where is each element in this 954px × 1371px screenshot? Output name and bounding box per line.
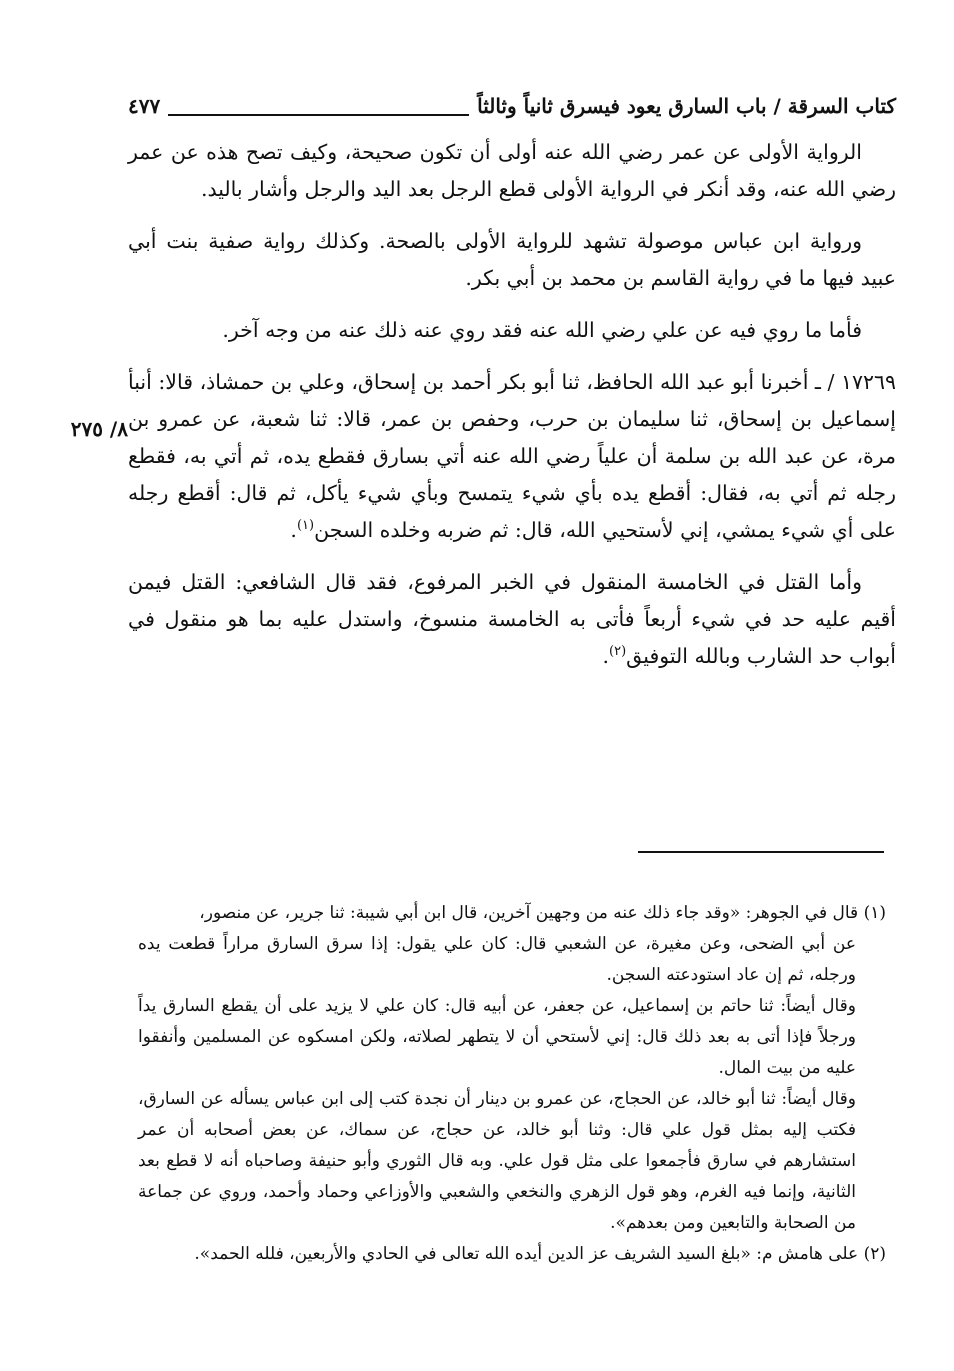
footnote-1-line-1: (١) قال في الجوهر: «وقد جاء ذلك عنه من وجهين آخرين، قال ابن أبي شيبة: ثنا جرير، عن منصور، [199,903,886,923]
paragraph-1: الرواية الأولى عن عمر رضي الله عنه أولى أن تكون صحيحة، وكيف تصح هذه عن عمر رضي الله عنه، وقد أنكر في الرواية الأولى قطع الرجل بعد اليد والرجل وأشار باليد. [128,140,896,201]
footnote-separator [638,851,884,853]
footnote-1-part-3: وقال أيضاً: ثنا حاتم بن إسماعيل، عن جعفر، عن أبيه قال: كان علي لا يزيد على أن يقطع السارق يداً ورجلاً فإذا أتى به بعد ذلك قال: إني لأستحي أن لا يتطهر لصلاته، ولكن امسكوه عن المسلمين وأنفقوا عليه من بيت المال. [138,996,856,1078]
running-header [128,86,896,126]
hadith-paragraph: ١٧٢٦٩ / ـ أخبرنا أبو عبد الله الحافظ، ثنا أبو بكر أحمد بن إسحاق، وعلي بن حمشاذ، قالا: أنبأ إسماعيل بن إسحاق، ثنا سليمان بن حرب، وحفص بن عمر، قالا: ثنا شعبة، عن عمرو بن مرة، عن عبد الله بن سلمة أن علياً رضي الله عنه أتي بسارق فقطع يده، ثم أتي به، فقطع رجله ثم أتي به، فقال: أقطع يده بأي شيء يتمسح وبأي شيء يأكل، ثم قال: أقطع رجله على أي شيء يمشي، إني لأستحيي الله، قال: ثم ضربه وخلده السجن$^{(١)}$. [128,370,896,542]
footnote-marker-1: (١) [296,518,315,534]
paragraph-2: ورواية ابن عباس موصولة تشهد للرواية الأولى بالصحة. وكذلك رواية صفية بنت أبي عبيد فيها ما في رواية القاسم بن محمد بن أبي بكر. [128,229,896,290]
header-rule [168,114,469,116]
footnote-1-part-2: عن أبي الضحى، وعن مغيرة، عن الشعبي قال: كان علي يقول: إذا سرق السارق مراراً قطعت يده ورجله، ثم إن عاد استودعته السجن. [138,934,856,985]
paragraph-3: فأما ما روي فيه عن علي رضي الله عنه فقد روي عنه ذلك عنه من وجه آخر. [222,318,862,342]
footnote-1-part-4: وقال أيضاً: ثنا أبو خالد، عن الحجاج، عن عمرو بن دينار أن نجدة كتب إلى ابن عباس يسأله عن السارق، فكتب إليه بمثل قول علي قال: وثنا أبو خالد، عن حجاج، عن سماك، عن بعض أصحابه أن عمر استشارهم في سارق فأجمعوا على مثل قول علي. وبه قال الثوري وأبو حنيفة وصاحباه أنه لا قطع بعد الثانية، وإنما فيه الغرم، وهو قول الزهري والنخعي والشعبي والأوزاعي وحماد وأحمد، وروي عن جماعة من الصحابة والتابعين ومن بعدهم». [138,1089,856,1233]
footnotes [138,898,886,1270]
paragraph-5-text: وأما القتل في الخامسة المنقول في الخبر المرفوع، فقد قال الشافعي: القتل فيمن أقيم عليه حد في شيء أربعاً فأتى به الخامسة منسوخ، واستدل عليه بما هو منقول في أبواب حد الشارب وبالله التوفيق [128,570,896,668]
paragraph-5: وأما القتل في الخامسة المنقول في الخبر المرفوع، فقد قال الشافعي: القتل فيمن أقيم عليه حد في شيء أربعاً فأتى به الخامسة منسوخ، واستدل عليه بما هو منقول في أبواب حد الشارب وبالله التوفيق$^{(٢)}$. [128,570,896,668]
page-number: ٤٧٧ [128,94,161,118]
footnote-2: (٢) على هامش م: «بلغ السيد الشريف عز الدين أيده الله تعالى في الحادي والأربعين، فلله الحمد». [194,1244,886,1264]
hadith-text: ١٧٢٦٩ / ـ أخبرنا أبو عبد الله الحافظ، ثنا أبو بكر أحمد بن إسحاق، وعلي بن حمشاذ، قالا: أنبأ إسماعيل بن إسحاق، ثنا سليمان بن حرب، وحفص بن عمر، قالا: ثنا شعبة، عن عمرو بن مرة، عن عبد الله بن سلمة أن علياً رضي الله عنه أتي بسارق فقطع يده، ثم أتي به، فقطع رجله ثم أتي به، فقال: أقطع يده بأي شيء يتمسح وبأي شيء يأكل، ثم قال: أقطع رجله على أي شيء يمشي، إني لأستحيي الله، قال: ثم ضربه وخلده السجن [128,370,896,542]
main-text [128,134,896,690]
footnote-marker-2: (٢) [609,644,627,660]
margin-reference: ٨/ ٢٧٥ [70,417,128,441]
chapter-title: كتاب السرقة / باب السارق يعود فيسرق ثانياً وثالثاً [477,94,896,118]
